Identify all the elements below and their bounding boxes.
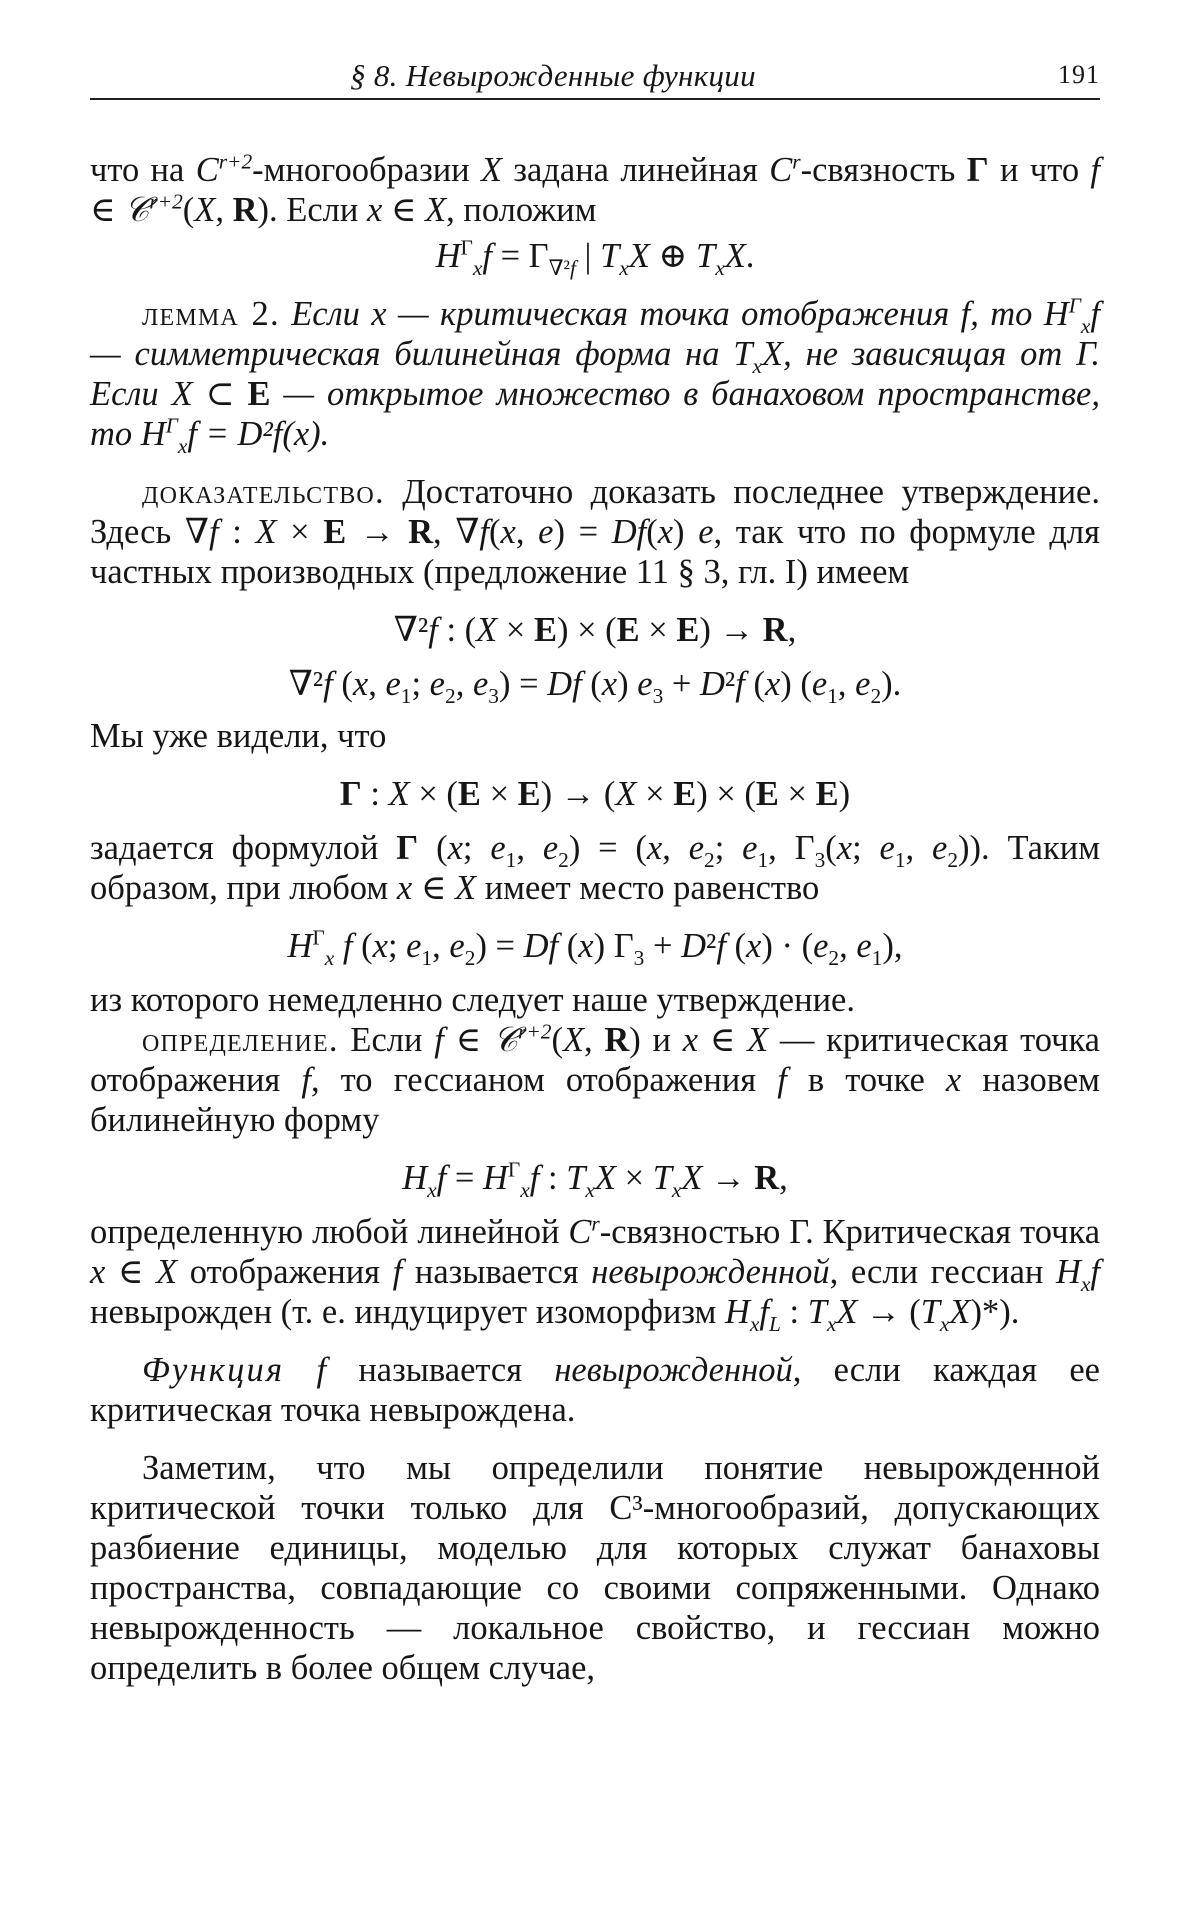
section-title: § 8. Невырожденные функции — [350, 58, 756, 93]
page-body — [90, 150, 1100, 1688]
book-page — [90, 0, 1100, 1905]
proof-label: доказательство. — [142, 473, 385, 511]
given-paragraph: задается формулой Γ (x; $e_1$, $e_2) = (x$, $e_2$; $e_1$, $\Gamma_3(x$; $e_1$, $e_2$)). Таким образом, при любом x ∈ X имеет место равенство — [90, 829, 1101, 907]
formula-hessian-definition: $H^\Gamma_xf = \Gamma_{\nabla^2f}$ | $T_xX$ ⊕ $T_xX$. — [435, 235, 755, 280]
formula-second-nabla-value: ∇²f (x, $e_1$; $e_2$, $e_3) = Df$ (x) $e_3 + D^2f$ (x) ($e_1$, $e_2$). — [288, 665, 902, 708]
follows-paragraph: из которого немедленно следует наше утверждение. — [90, 981, 855, 1019]
definition-label: определение. — [142, 1021, 339, 1059]
function-definition-paragraph: Функция f называется невырожденной, если каждая ее критическая точка невырождена. — [90, 1351, 1100, 1429]
seen-paragraph: Мы уже видели, что — [90, 717, 387, 755]
after-definition-paragraph: определенную любой линейной $C^r$-связностью Γ. Критическая точка x ∈ X отображения f называется невырожденной, если гессиан $H_xf$ невырожден (т. е. индуцирует изоморфизм $H_xf_L$ : $T_xX \to (T_xX)*$). — [90, 1211, 1101, 1336]
definition-paragraph: определение. Если f ∈ 𝒞$^{r+2}$(X, R) и x ∈ X — критическая точка отображения f, то гессианом отображения f в точке x назовем билинейную форму — [90, 1019, 1101, 1139]
intro-paragraph: что на $C^{r+2}$-многообразии X задана линейная $C^r$-связность Γ и что f ∈ 𝒞$^{r+2}$(X, R). Если x ∈ X, положим — [90, 149, 1101, 229]
lemma-paragraph: лемма 2. Если x — критическая точка отображения f, то $H^\Gamma_xf$ — симметрическая билинейная форма на $T_xX$, не зависящая от Γ. Если X ⊂ E — открытое множество в банаховом пространстве, то $H^\Gamma_xf = D^2f(x)$. — [90, 293, 1100, 458]
formula-hessian-equality: $H^\Gamma_x$ f (x; $e_1$, $e_2) = Df$ (x) $\Gamma_3 + D^2f$ $(x) \cdot (e_2$, $e_1$), — [287, 925, 903, 970]
closing-paragraph: Заметим, что мы определили понятие невырожденной критической точки только для C³-многообразий, допускающих разбиение единицы, моделью для которых служат банаховы пространства, совпадающие со своими сопряженными. Однако невырожденность — локальное свойство, и гессиан можно определить в более общем случае, — [90, 1449, 1100, 1687]
page-number: 191 — [1058, 60, 1100, 89]
running-head — [90, 52, 1100, 100]
proof-paragraph: доказательство. Достаточно доказать последнее утверждение. Здесь ∇f : X × E → R, ∇f(x, e) = Df(x) e, так что по формуле для частных производных (предложение 11 § 3, гл. I) имеем — [90, 473, 1101, 591]
formula-connection-map: Γ : X × (E × E) → (X × E) × (E × E) — [339, 775, 851, 813]
formula-second-nabla-type: ∇²f : (X × E) × (E × E) → R, — [393, 611, 797, 649]
lemma-label: лемма 2. — [142, 295, 280, 333]
formula-hessian-form: $H_xf = H^\Gamma_xf$ : $T_xX \times T_xX \to R$, — [402, 1157, 788, 1202]
